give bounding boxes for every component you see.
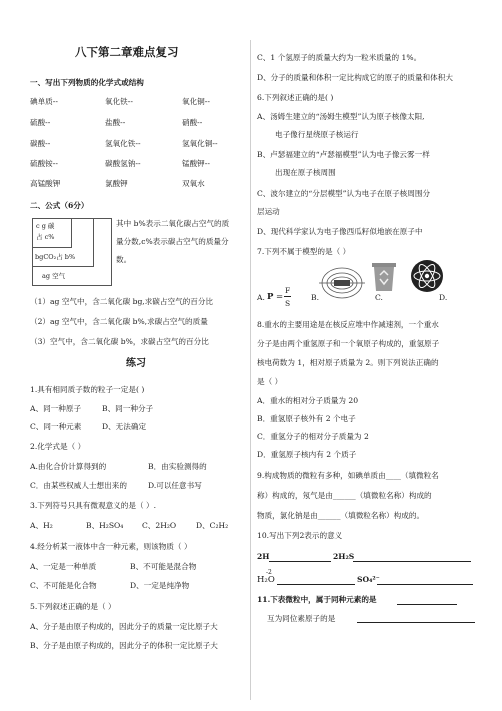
- option: B、同一种分子: [102, 404, 154, 413]
- question-4: 4.经分析某一液体中含一种元素，则该物质（ ）: [30, 542, 192, 551]
- option: A、一定是一种单质: [30, 562, 97, 571]
- option: C、2H₂O: [142, 521, 177, 530]
- option: C、1 个氢原子的质量大约为一粒米质量的 1%。: [257, 53, 422, 62]
- pressure-formula-eq: =: [276, 292, 284, 302]
- carbon-box-percent: 占 c%: [36, 233, 55, 241]
- question-3: 3.下列符号只具有微观意义的是（ ）.: [30, 501, 156, 510]
- option: D．重氢原子核内有 2 个质子: [257, 450, 357, 459]
- option: 出现在原子核周围: [275, 168, 336, 177]
- sub-question: （2）ag 空气中，含二氧化碳 b%,求碳占空气的质量: [30, 317, 208, 326]
- option: A.由化合价计算得到的: [30, 462, 107, 471]
- question-8-text: 分子是由两个重氢原子和一个氧原子构成的，重氢原子: [257, 339, 440, 348]
- co2-box-label: bgCO₂占 b%: [35, 253, 76, 261]
- answer-line: [353, 561, 471, 562]
- option: D、C₂H₂: [196, 521, 229, 530]
- pressure-formula-denominator: S: [285, 299, 291, 308]
- pressure-formula-numerator: F: [285, 286, 291, 295]
- section-2-heading: 二、公式（6分）: [30, 201, 89, 210]
- formula-description: 其中 b%表示二氧化碳占空气的质: [116, 219, 230, 228]
- option: D.可以任意书写: [148, 481, 202, 490]
- question-7: 7.下列不属于模型的是（ ）: [257, 247, 351, 256]
- option: C、不可能是化合物: [30, 581, 97, 590]
- option: A．重水的相对分子质量为 20: [257, 396, 359, 405]
- column-divider: [250, 40, 251, 700]
- answer-line: [397, 604, 457, 605]
- option: B．由实验测得的: [148, 462, 207, 471]
- option: B、卢瑟福建立的“卢瑟福模型”认为电子像云雾一样: [257, 150, 430, 159]
- question-2: 2.化学式是（ ）: [30, 442, 86, 451]
- formula-description: 数。: [116, 255, 132, 264]
- answer-line: [377, 584, 473, 585]
- option: 电子像行星绕原子核运行: [275, 130, 359, 139]
- section-1-heading: 一、写出下列物质的化学式或结构: [30, 78, 144, 87]
- option: D、一定是纯净物: [130, 581, 190, 590]
- magnetic-field-icon: [319, 264, 365, 302]
- question-8: 8.重水的主要用途是在核反应堆中作减速剂，一个重水: [257, 320, 439, 329]
- option: A、H₂: [30, 521, 53, 530]
- option: C．由某些权威人士想出来的: [30, 481, 127, 490]
- pressure-formula-p: P: [267, 292, 274, 302]
- symbol-2h2s: 2H₂S: [333, 552, 355, 561]
- question-1: 1.具有相同质子数的粒子一定是( ): [30, 385, 145, 394]
- option: D、分子的质量和体积一定比构成它的原子的质量和体积大: [257, 73, 453, 82]
- option: A、汤姆生建立的“汤姆生模型”认为原子核像太阳,: [257, 112, 425, 121]
- air-box-label: ag 空气: [42, 272, 66, 280]
- sub-question: （1）ag 空气中，含二氧化碳 bg,求碳占空气的百分比: [30, 297, 214, 306]
- valence-superscript: -2: [266, 569, 272, 576]
- option: C、波尔建立的“分层模型”认为电子在原子核周围分: [257, 189, 431, 198]
- question-11-text: 互为同位素原子的是: [267, 614, 336, 623]
- option: D、现代科学家认为电子像西瓜籽似地嵌在原子中: [257, 227, 423, 236]
- sub-question: （3）空气中，含二氧化碳 b%，求碳占空气的百分比: [30, 337, 209, 346]
- option: A、同一种原子: [30, 404, 82, 413]
- recycle-bin-icon: [369, 260, 399, 292]
- worksheet-page: 八下第二章难点复习 一、写出下列物质的化学式或结构 碘单质-- 氧化铁-- 氧化铜-- 硫酸-- 盐酸-- 硝酸-- 碳酸-- 氢氧化铁-- 氢氧化铜-- 硫酸铵-- 碳酸氢钠-- 锰酸钾-- 高锰酸钾 氯酸钾 双氧水 二、公式（6分） c g 碳 占 c% bgCO₂占 b% ag 空气 其中 b%表示二氧化碳占空气的质 量分数,c%表示碳占空气的质量分 数。 （1）ag 空气中，含二氧化碳 bg,求碳占空气的百分比 （2）ag 空气中，含二氧化碳 b%,求碳占空气的质量 （3）空气中，含二氧化碳 b%，求碳占空气的百分比 练习 1.具有相同质子数的粒子一定是( ) A、同一种原子 B、同一种分子 C、同一种元素 D、无法确定 2.化学式是（ ） A.由化合价计算得到的 B．由实验测得的 C．由某些权威人士想出来的 D.可以任意书写 3.下列符号只具有微观意义的是（ ）. A、H₂ B、H₂SO₄ C、2H₂O D、C₂H₂ 4.经分析某一液体中含一种元素，则该物质（ ） A、一定是一种单质 B、不可能是混合物 C、不可能是化合物 D、一定是纯净物 5.下列叙述正确的是（ ） A、分子是由原子构成的，因此分子的质量一定比原子大 B、分子是由原子构成的，因此分子的体积一定比原子大 C、1 个氢原子的质量大约为一粒米质量的 1%。 D、分子的质量和体积一定比构成它的原子的质量和体积大 6.下列叙述正确的是( ) A、汤姆生建立的“汤姆生模型”认为原子核像太阳, 电子像行星绕原子核运行 B、卢瑟福建立的“卢瑟福模型”认为电子像云雾一样 出现在原子核周围 C、波尔建立的“分层模型”认为电子在原子核周围分 层运动 D、现代科学家认为电子像西瓜籽似地嵌在原子中 7.下列不属于模型的是（ ） A. P = F S B. C. D. 8.重水的主要用途是在核反应堆中作减速剂，一个重水 分子是由两个重氢原子和一个氧原子构成的，重氢原子 核电荷数为 1，相对原子质量为 2。则下列说法正确的 是（ ） A．重水的相对分子质量为 20 B．重氢原子核外有 2 个电子 C．重氢分子的相对分子质量为 2 D．重氢原子核内有 2 个质子 9.构成物质的微粒有多种，如碘单质由____（填微粒名 称）构成的，氖气是由______（填微粒名称）构成的 物质，氯化钠是由______（填微粒名称）构成的。 10.写出下列2表示的意义 2H 2H₂S -2 H₂O SO₄²⁻ 11.下表微粒中，属于同种元素的是 互为同位素原子的是: [0, 0, 502, 711]
- option: B．重氢原子核外有 2 个电子: [257, 414, 356, 423]
- symbol-h2o: H₂O: [257, 575, 275, 585]
- question-9-text: 物质，氯化钠是由______（填微粒名称）构成的。: [257, 511, 425, 520]
- question-8-text: 是（ ）: [257, 377, 283, 386]
- question-5: 5.下列叙述正确的是（ ）: [30, 602, 116, 611]
- question-9-text: 称）构成的，氖气是由______（填微粒名称）构成的: [257, 491, 432, 500]
- option: B、不可能是混合物: [130, 562, 197, 571]
- question-11: 11.下表微粒中，属于同种元素的是: [257, 595, 377, 604]
- option-c-label: C.: [375, 293, 383, 302]
- fraction-bar: [284, 296, 291, 297]
- option: C、同一种元素: [30, 422, 82, 431]
- option: B、H₂SO₄: [86, 521, 124, 530]
- symbol-so4: SO₄²⁻: [357, 575, 380, 584]
- answer-line: [357, 622, 475, 623]
- question-8-text: 核电荷数为 1，相对原子质量为 2。则下列说法正确的: [257, 358, 439, 367]
- option: 层运动: [257, 207, 280, 216]
- option-b-label: B.: [311, 293, 319, 302]
- answer-line: [277, 584, 355, 585]
- formula-description: 量分数,c%表示碳占空气的质量分: [116, 237, 229, 246]
- option: B、分子是由原子构成的，因此分子的体积一定比原子大: [30, 641, 218, 650]
- symbol-2h: 2H: [257, 552, 270, 561]
- practice-heading: 练习: [126, 358, 146, 369]
- answer-line: [269, 561, 331, 562]
- atom-model-icon: [409, 258, 445, 294]
- option: D、无法确定: [102, 422, 147, 431]
- question-9: 9.构成物质的微粒有多种，如碘单质由____（填微粒名: [257, 471, 439, 480]
- question-10: 10.写出下列2表示的意义: [257, 531, 343, 540]
- option-a-label: A.: [257, 293, 265, 302]
- carbon-box-label: c g 碳: [36, 222, 55, 230]
- option: A、分子是由原子构成的，因此分子的质量一定比原子大: [30, 622, 218, 631]
- option: C．重氢分子的相对分子质量为 2: [257, 432, 369, 441]
- option-d-label: D.: [439, 293, 448, 302]
- question-6: 6.下列叙述正确的是( ): [257, 93, 334, 102]
- worksheet-title: 八下第二章难点复习: [75, 45, 179, 59]
